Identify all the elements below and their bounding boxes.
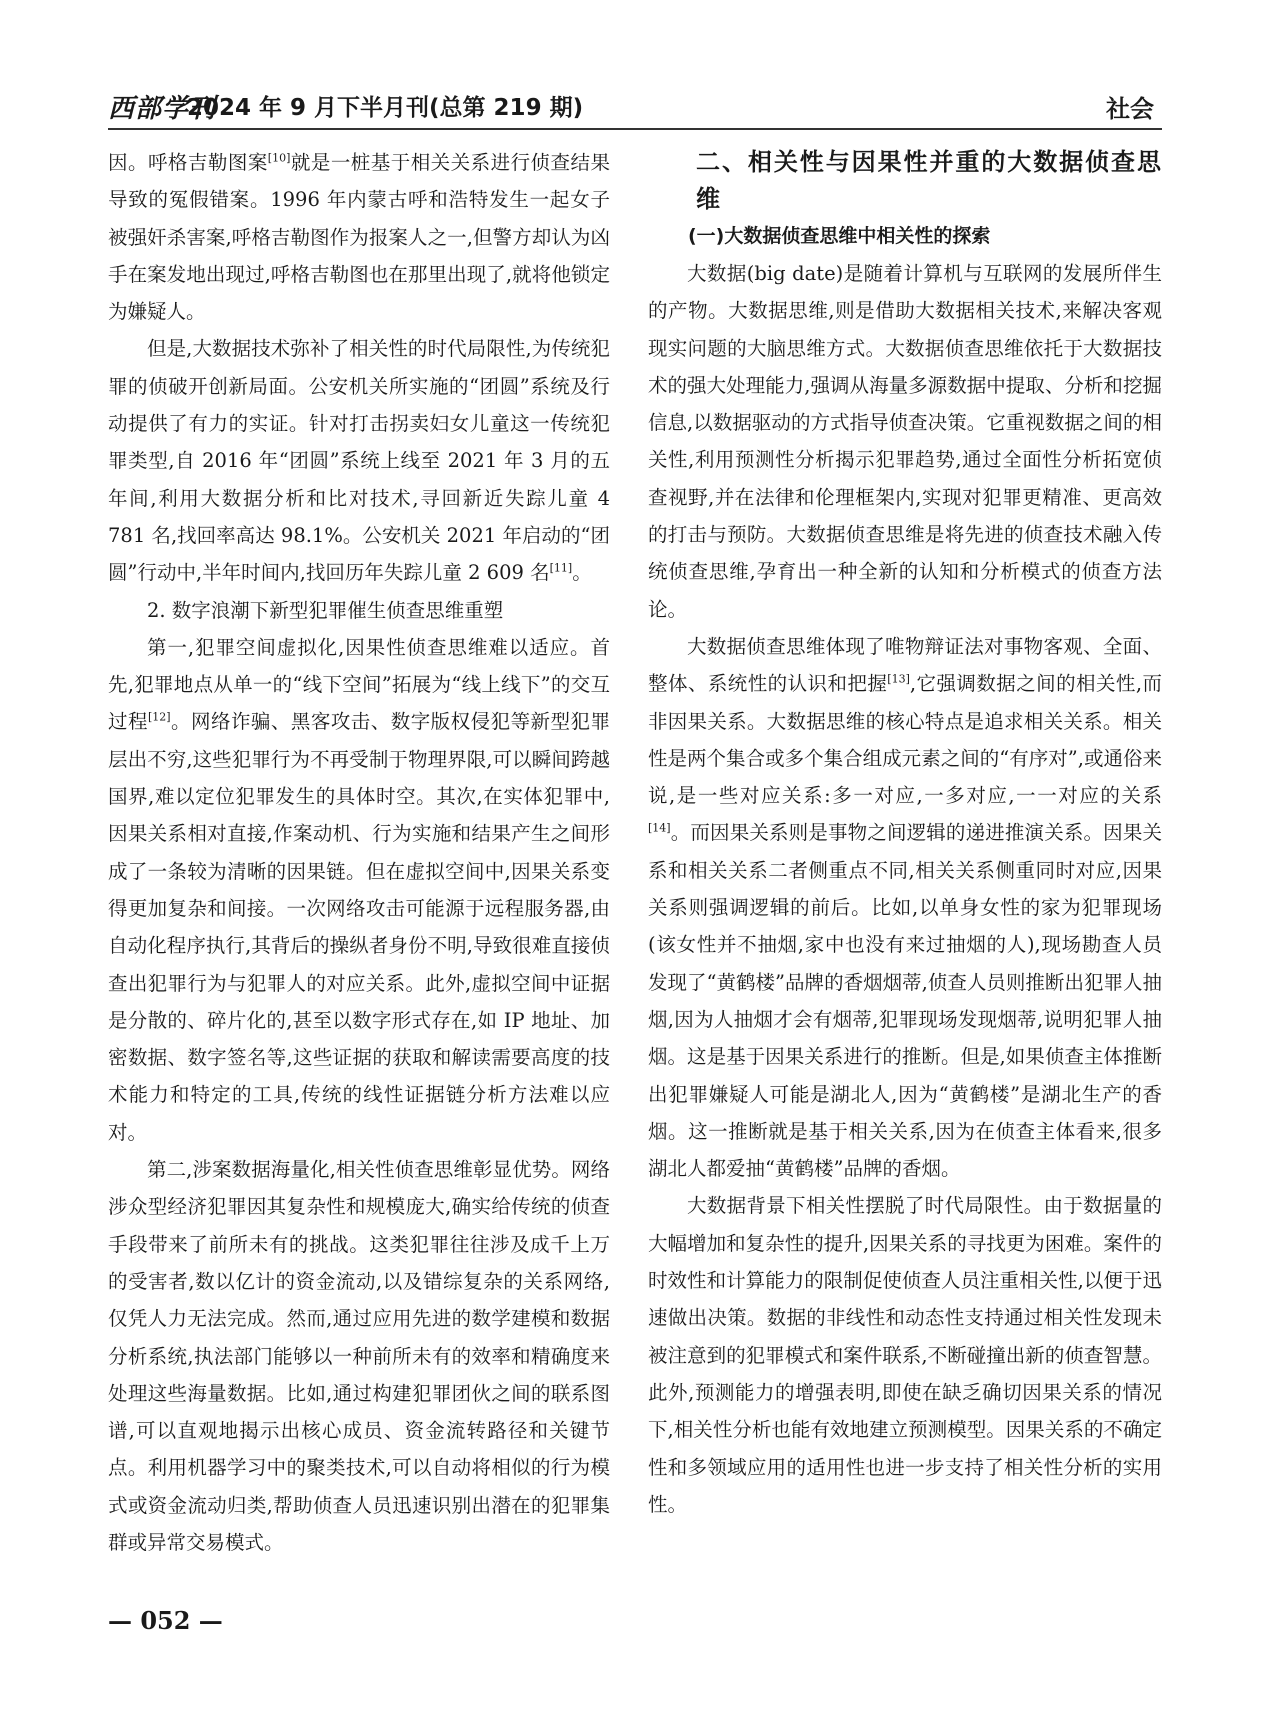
paragraph: 大数据(big date)是随着计算机与互联网的发展所伴生的产物。大数据思维,则是借助大数据相关技术,来解决客观现实问题的大脑思维方式。大数据侦查思维依托于大数据技术的强大处理能力,强调从海量多源数据中提取、分析和挖掘信息,以数据驱动的方式指导侦查决策。它重视数据之间的相关性,利用预测性分析揭示犯罪趋势,通过全面性分析拓宽侦查视野,并在法律和伦理框架内,实现对犯罪更精准、更高效的打击与预防。大数据侦查思维是将先进的侦查技术融入传统侦查思维,孕育出一种全新的认知和分析模式的侦查方法论。 (648, 262, 1162, 621)
paragraph: 大数据背景下相关性摆脱了时代局限性。由于数据量的大幅增加和复杂性的提升,因果关系的寻找更为困难。案件的时效性和计算能力的限制促使侦查人员注重相关性,以便于迅速做出决策。数据的非线性和动态性支持通过相关性发现未被注意到的犯罪模式和案件联系,不断碰撞出新的侦查智慧。此外,预测能力的增强表明,即使在缺乏确切因果关系的情况下,相关性分析也能有效地建立预测模型。因果关系的不确定性和多领域应用的适用性也进一步支持了相关性分析的实用性。 (648, 1194, 1162, 1516)
left-column (108, 144, 610, 1561)
subsection-heading: (一)大数据侦查思维中相关性的探索 (688, 225, 991, 247)
subsection-heading: 2. 数字浪潮下新型犯罪催生侦查思维重塑 (147, 598, 504, 622)
citation[interactable]: [11] (549, 561, 573, 575)
citation[interactable]: [10] (267, 151, 291, 165)
paragraph: 大数据侦查思维体现了唯物辩证法对事物客观、全面、整体、系统性的认识和把握[13],它强调数据之间的相关性,而非因果关系。大数据思维的核心特点是追求相关关系。相关性是两个集合或多个集合组成元素之间的“有序对”,或通俗来说,是一些对应关系:多一对应,一多对应,一一对应的关系[14]。而因果关系则是事物之间逻辑的递进推演关系。因果关系和相关关系二者侧重点不同,相关关系侧重同时对应,因果关系则强调逻辑的前后。比如,以单身女性的家为犯罪现场(该女性并不抽烟,家中也没有来过抽烟的人),现场勘查人员发现了“黄鹤楼”品牌的香烟烟蒂,侦查人员则推断出犯罪人抽烟,因为人抽烟才会有烟蒂,犯罪现场发现烟蒂,说明犯罪人抽烟。这是基于因果关系进行的推断。但是,如果侦查主体推断出犯罪嫌疑人可能是湖北人,因为“黄鹤楼”是湖北生产的香烟。这一推断就是基于相关关系,因为在侦查主体看来,很多湖北人都爱抽“黄鹤楼”品牌的香烟。 (648, 634, 1162, 1181)
paragraph: 因。呼格吉勒图案[10]就是一桩基于相关关系进行侦查结果导致的冤假错案。1996 年内蒙古呼和浩特发生一起女子被强奸杀害案,呼格吉勒图作为报案人之一,但警方却认为凶手在案发地出现过,呼格吉勒图也在那里出现了,就将他锁定为嫌疑人。 (108, 151, 610, 324)
paragraph: 第一,犯罪空间虚拟化,因果性侦查思维难以适应。首先,犯罪地点从单一的“线下空间”拓展为“线上线下”的交互过程[12]。网络诈骗、黑客攻击、数字版权侵犯等新型犯罪层出不穷,这些犯罪行为不再受制于物理界限,可以瞬间跨越国界,难以定位犯罪发生的具体时空。其次,在实体犯罪中,因果关系相对直接,作案动机、行为实施和结果产生之间形成了一条较为清晰的因果链。但在虚拟空间中,因果关系变得更加复杂和间接。一次网络攻击可能源于远程服务器,由自动化程序执行,其背后的操纵者身份不明,导致很难直接侦查出犯罪行为与犯罪人的对应关系。此外,虚拟空间中证据是分散的、碎片化的,甚至以数字形式存在,如 IP 地址、加密数据、数字签名等,这些证据的获取和解读需要高度的技术能力和特定的工具,传统的线性证据链分析方法难以应对。 (108, 635, 610, 1144)
header-rule (108, 128, 1162, 130)
running-header (108, 88, 1162, 128)
paragraph: 但是,大数据技术弥补了相关性的时代局限性,为传统犯罪的侦破开创新局面。公安机关所实施的“团圆”系统及行动提供了有力的实证。针对打击拐卖妇女儿童这一传统犯罪类型,自 2016 年“团圆”系统上线至 2021 年 3 月的五年间,利用大数据分析和比对技术,寻回新近失踪儿童 4 781 名,找回率高达 98.1%。公安机关 2021 年启动的“团圆”行动中,半年时间内,找回历年失踪儿童 2 609 名[11]。 (108, 337, 610, 585)
section-heading: 二、相关性与因果性并重的大数据侦查思维 (696, 148, 1162, 213)
page-number: — 052 — (108, 1606, 223, 1635)
paragraph: 第二,涉案数据海量化,相关性侦查思维彰显优势。网络涉众型经济犯罪因其复杂性和规模庞大,确实给传统的侦查手段带来了前所未有的挑战。这类犯罪往往涉及成千上万的受害者,数以亿计的资金流动,以及错综复杂的关系网络,仅凭人力无法完成。然而,通过应用先进的数学建模和数据分析系统,执法部门能够以一种前所未有的效率和精确度来处理这些海量数据。比如,通过构建犯罪团伙之间的联系图谱,可以直观地揭示出核心成员、资金流转路径和关键节点。利用机器学习中的聚类技术,可以自动将相似的行为模式或资金流动归类,帮助侦查人员迅速识别出潜在的犯罪集群或异常交易模式。 (108, 1158, 610, 1554)
right-column (648, 144, 1162, 1523)
citation[interactable]: [13] (887, 672, 910, 686)
journal-logo: 西部学刊 (108, 94, 217, 124)
citation[interactable]: [12] (147, 710, 171, 724)
issue-info: 2024 年 9 月下半月刊(总第 219 期) (187, 95, 584, 121)
section-label: 社会 (1106, 95, 1154, 123)
citation[interactable]: [14] (648, 821, 671, 835)
